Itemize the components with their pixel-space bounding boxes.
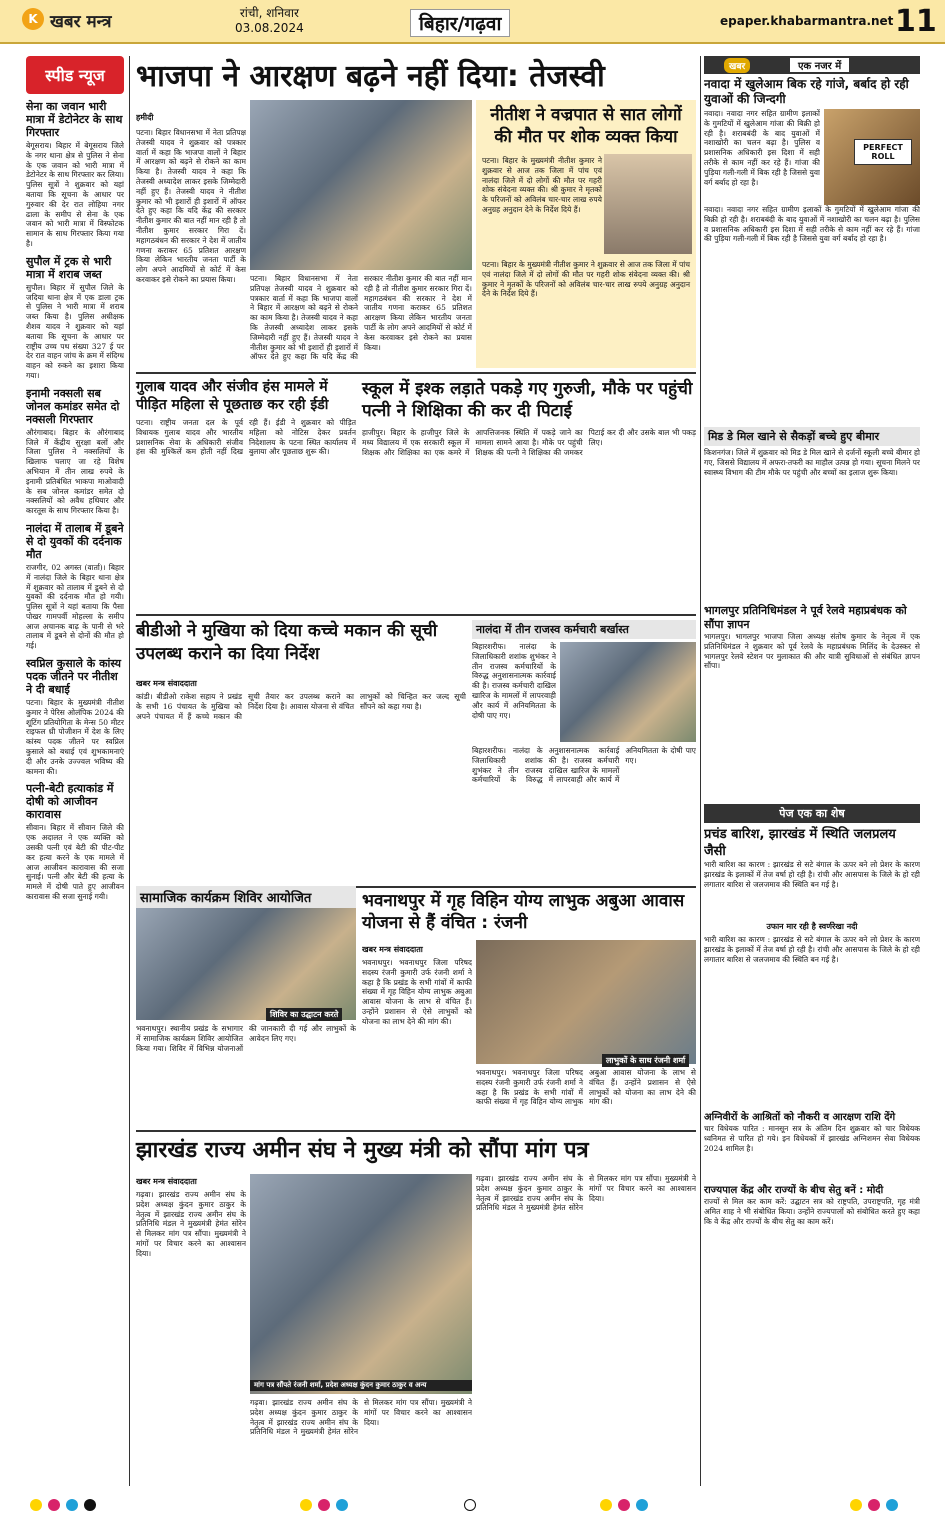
awas-credit: खबर मन्त्र संवाददाता xyxy=(362,945,423,954)
brief-story-6 xyxy=(26,782,124,901)
page-footer xyxy=(0,1495,945,1517)
main-story-credit: हमीदी xyxy=(136,113,154,122)
brief-headline: इनामी नक्सली सब जोनल कमांडर समेत दो नक्सली गिरफ्तार xyxy=(26,386,120,426)
amin-credit: खबर मन्त्र संवाददाता xyxy=(136,1177,197,1186)
registration-mark xyxy=(618,1499,630,1511)
modi-body: राज्यों से मिल कर काम करें: उद्घाटन सत्र को राष्ट्रपति, उपराष्ट्रपति, गृह मंत्री अमित शाह ने भी संबोधित किया। उन्होंने राज्यपालों को संबोधित करते हुए कहा कि वे केंद्र और राज्यों के बीच सेतु का काम करें। xyxy=(704,1197,920,1226)
tejashwi-press-photo xyxy=(250,100,472,270)
section-title: बिहार/गढ़वा xyxy=(410,9,510,37)
brief-story-1 xyxy=(26,100,124,249)
brand-tag: खबर xyxy=(724,58,750,73)
main-headline: भाजपा ने आरक्षण बढ़ने नहीं दिया: तेजस्वी xyxy=(136,59,605,94)
awas-body-continued: भवनाथपुर। भवनाथपुर जिला परिषद सदस्य रंजनी कुमारी उर्फ रंजनी शर्मा ने कहा है कि प्रखंड के सभी गांवों में काफी संख्या में गृह विहिन योग्य लाभुक अबुआ आवास योजना के लाभ से वंचित हैं। उन्होंने प्रशासन से ऐसे लाभुकों को योजना का लाभ देने की मांग की। xyxy=(476,1068,696,1107)
midday-body: किशनगंज। जिले में शुक्रवार को मिड डे मिल खाने से दर्जनों स्कूली बच्चे बीमार हो गए, जिससे विद्यालय में अफरा-तफरी का माहौल उत्पन्न हो गया। सूचना मिलने पर स्वास्थ्य विभाग की टीम मौके पर पहुंची और बच्चों का इलाज शुरू किया। xyxy=(704,448,920,477)
nitish-headline: नीतीश ने वज्रपात से सात लोगों की मौत पर शोक व्यक्त किया xyxy=(490,105,682,147)
brief-body: राजगीर, 02 अगस्त (वार्ता)। बिहार में नालंदा जिले के बिहार थाना क्षेत्र में शुक्रवार को तालाब में डूबने से दो युवकों की दर्दनाक मौत हो गयी। पुलिस सूत्रों ने यहां बताया कि पैसा पोखर गामपर्वी मोहल्ला के समीप आज अचानक बाढ़ के पानी से भरे तालाब में डूबने से दोनों की मौत हो गई। xyxy=(26,562,124,651)
drug-photo-label: PERFECT ROLL xyxy=(854,139,912,165)
bdo-body: कांडी। बीडीओ राकेश सहाय ने प्रखंड के सभी 16 पंचायत के मुखिया को अपने पंचायत में हैं कच्चे मकान की सूची तैयार कर उपलब्ध कराने का निर्देश दिया है। आवास योजना से वंचित लाभुकों को चिन्हित कर जल्द सूची सौंपने को कहा गया है। xyxy=(136,692,466,721)
railway-headline: भागलपुर प्रतिनिधिमंडल ने पूर्व रेलवे महाप्रबंधक को सौंपा ज्ञापन xyxy=(704,604,907,631)
ek-nazar-bar xyxy=(704,56,920,74)
brief-story-5 xyxy=(26,657,124,776)
amin-headline: झारखंड राज्य अमीन संघ ने मुख्य मंत्री को सौंपा मांग पत्र xyxy=(136,1138,589,1163)
midday-headline: मिड डे मिल खाने से सैकड़ों बच्चे हुए बीमार xyxy=(704,427,920,446)
registration-mark xyxy=(636,1499,648,1511)
agniveer-body: चार विधेयक पारित : मानसून सत्र के अंतिम दिन शुक्रवार को चार विधेयक ध्वनिमत से पारित हो गये। इन विधेयकों में झारखंड अग्निशमन सेवा विधेयक 2024 शामिल है। xyxy=(704,1124,920,1153)
brief-story-4 xyxy=(26,522,124,651)
brief-headline: पत्नी-बेटी हत्याकांड में दोषी को आजीवन कारावास xyxy=(26,782,114,822)
registration-mark xyxy=(600,1499,612,1511)
nitish-body-continued: पटना। बिहार के मुख्यमंत्री नीतीश कुमार ने शुक्रवार से आज तक जिला में पांच एवं नालंदा जिले में दो लोगों की मौत पर गहरी शोक संवेदना व्यक्त की। श्री कुमार ने मृतकों के परिजनों को अविलंब चार-चार लाख रुपये अनुग्रह अनुदान देने के निर्देश दिये हैं। xyxy=(482,260,690,299)
column-divider xyxy=(129,56,130,1486)
main-story-continued: पटना। बिहार विधानसभा में नेता प्रतिपक्ष तेजस्वी यादव ने शुक्रवार को पत्रकार वार्ता में कहा कि भाजपा वालों ने बिहार में आरक्षण को बढ़ने से रोकने का काम किया है। तेजस्वी यादव ने कहा कि तेजस्वी अध्यादेश लाकर इसके जिम्मेदारी नहीं हुए हैं। तेजस्वी यादव ने नीतीश कुमार को भी इशारों ही इशारों में ऑफर देते हुए कहा कि यदि केंद्र की सरकार नीतीश कुमार की बात नहीं मान रही है तो नीतीश कुमार सरकार गिरा दें। महागठबंधन की सरकार ने देश में जातीय गणना कराकर 65 प्रतिशत आरक्षण किया लेकिन भारतीय जनता पार्टी के लोग अपने आदमियों से कोर्ट में केस करवाकर इसे रोकने का प्रयास किया। xyxy=(250,274,472,362)
registration-mark xyxy=(850,1499,862,1511)
brief-headline: नालंदा में तालाब में डूबने से दो युवकों की दर्दनाक मौत xyxy=(26,521,124,561)
awas-headline: भवनाथपुर में गृह विहिन योग्य लाभुक अबुआ आवास योजना से हैं वंचित : रंजनी xyxy=(362,891,685,933)
section-divider xyxy=(136,614,696,616)
modi-headline: राज्यपाल केंद्र और राज्यों के बीच सेतु बनें : मोदी xyxy=(704,1185,884,1196)
agniveer-headline: अग्निवीरों के आश्रितों को नौकरी व आरक्षण राशि देंगे xyxy=(704,1112,896,1123)
camp-photo xyxy=(136,908,356,1020)
awas-caption: लाभुकों के साथ रंजनी शर्मा xyxy=(602,1054,689,1067)
brief-body: सीवान। बिहार में सीवान जिले की एक अदालत ने एक व्यक्ति को उसकी पत्नी एवं बेटी की पीट-पीट कर हत्या करने के एक मामले में आज आजीवन कारावास की सजा सुनाई। पत्नी और बेटी की हत्या के मामले में दोषी पाते हुए आजीवन कारावास की सजा सुनाई गयी। xyxy=(26,823,124,902)
drug-body-continued: नवादा। नवादा नगर सहित ग्रामीण इलाकों के गुमटियों में खुलेआम गांजा की बिक्री हो रही है। शराबबंदी के बाद युवाओं में नशाखोरी का चलन बढ़ा है। पुलिस व प्रशासनिक अधिकारी इस दिशा में सही तरीके से काम नहीं कर रहे हैं। गांजा की पुड़िया गली-गली में बिक रही है जिससे युवा वर्ग बर्बाद हो रहा है। xyxy=(704,205,920,244)
rain-headline: प्रचंड बारिश, झारखंड में स्थिति जलप्रलय जैसी xyxy=(704,827,896,859)
column-divider xyxy=(700,56,701,1486)
main-story-body: पटना। बिहार विधानसभा में नेता प्रतिपक्ष तेजस्वी यादव ने शुक्रवार को पत्रकार वार्ता में कहा कि भाजपा वालों ने बिहार में आरक्षण को बढ़ने से रोकने का काम किया है। तेजस्वी यादव ने कहा कि तेजस्वी अध्यादेश लाकर इसके जिम्मेदारी नहीं हुए हैं। तेजस्वी यादव ने नीतीश कुमार को भी इशारों ही इशारों में ऑफर देते हुए कहा कि यदि केंद्र की सरकार नीतीश कुमार की बात नहीं मान रही है तो नीतीश कुमार सरकार गिरा दें। महागठबंधन की सरकार ने देश में जातीय गणना कराकर 65 प्रतिशत आरक्षण किया लेकिन भारतीय जनता पार्टी के लोग अपने आदमियों से कोर्ट में केस करवाकर इसे रोकने का प्रयास किया। xyxy=(136,128,246,284)
camp-body: भवनाथपुर। स्थानीय प्रखंड के सभागार में सामाजिक कार्यक्रम शिविर आयोजित किया गया। शिविर में विभिन्न योजनाओं की जानकारी दी गई और लाभुकों के आवेदन लिए गए। xyxy=(136,1024,356,1053)
camp-caption: शिविर का उद्घाटन करते xyxy=(266,1008,342,1021)
awas-photo xyxy=(476,940,696,1064)
left-news-column xyxy=(26,56,124,1486)
awas-body: भवनाथपुर। भवनाथपुर जिला परिषद सदस्य रंजनी कुमारी उर्फ रंजनी शर्मा ने कहा है कि प्रखंड के सभी गांवों में काफी संख्या में गृह विहिन योग्य लाभुक अबुआ आवास योजना के लाभ से वंचित हैं। उन्होंने प्रशासन से ऐसे लाभुकों को योजना का लाभ देने की मांग की। xyxy=(362,958,472,1026)
date: 03.08.2024 xyxy=(235,21,304,35)
brand-logo: K xyxy=(22,8,44,30)
rain-body: भारी बारिश का कारण : झारखंड से सटे बंगाल के ऊपर बने लो प्रेशर के कारण झारखंड के इलाकों में तेज वर्षा हो रही है। रांची और आसपास के जिले के हो रही लगातार बारिश से जलजमाव की स्थिति बन गई है। xyxy=(704,860,920,889)
nalanda-body-continued: बिहारशरीफ। नालंदा के जिलाधिकारी शशांक शुभंकर ने तीन राजस्व कर्मचारियों के विरुद्ध अनुशासनात्मक कार्रवाई की है। राजस्व कर्मचारी दाखिल खारिज के मामलों में लापरवाही और कार्य में अनियमितता के दोषी पाए गए। xyxy=(472,746,696,785)
nalanda-meeting-photo xyxy=(560,642,696,742)
drug-body: नवादा। नवादा नगर सहित ग्रामीण इलाकों के गुमटियों में खुलेआम गांजा की बिक्री हो रही है। शराबबंदी के बाद युवाओं में नशाखोरी का चलन बढ़ा है। पुलिस व प्रशासनिक अधिकारी इस दिशा में सही तरीके से काम नहीं कर रहे हैं। गांजा की पुड़िया गली-गली में बिक रही है जिससे युवा वर्ग बर्बाद हो रहा है। xyxy=(704,109,820,187)
registration-mark xyxy=(300,1499,312,1511)
nitish-body: पटना। बिहार के मुख्यमंत्री नीतीश कुमार ने शुक्रवार से आज तक जिला में पांच एवं नालंदा जिले में दो लोगों की मौत पर गहरी शोक संवेदना व्यक्त की। श्री कुमार ने मृतकों के परिजनों को अविलंब चार-चार लाख रुपये अनुग्रह अनुदान देने के निर्देश दिये हैं। xyxy=(482,156,602,214)
brand-name: खबर मन्त्र xyxy=(50,12,112,32)
page-number: 11 xyxy=(895,4,937,39)
amin-body-continued: गढ़वा। झारखंड राज्य अमीन संघ के प्रदेश अध्यक्ष कुंदन कुमार ठाकुर के नेतृत्व में झारखंड राज्य अमीन संघ के प्रतिनिधि मंडल ने मुख्यमंत्री हेमंत सोरेन से मिलकर मांग पत्र सौंपा। मुख्यमंत्री ने मांगों पर विचार करने का आश्वासन दिया। xyxy=(250,1398,472,1437)
nitish-kumar-photo xyxy=(604,154,692,254)
amin-body: गढ़वा। झारखंड राज्य अमीन संघ के प्रदेश अध्यक्ष कुंदन कुमार ठाकुर के नेतृत्व में झारखंड राज्य अमीन संघ के प्रतिनिधि मंडल ने मुख्यमंत्री हेमंत सोरेन से मिलकर मांग पत्र सौंपा। मुख्यमंत्री ने मांगों पर विचार करने का आश्वासन दिया। xyxy=(136,1190,246,1258)
site-url[interactable]: epaper.khabarmantra.net xyxy=(720,14,894,28)
amin-delegation-photo xyxy=(250,1174,472,1394)
registration-mark xyxy=(868,1499,880,1511)
brief-body: बेगूसराय। बिहार में बेगूसराय जिले के नगर थाना क्षेत्र से पुलिस ने सेना के एक जवान को भारी मात्रा में डेटोनेटर के साथ गिरफ्तार कर लिया। पुलिस सूत्रों ने शुक्रवार को यहां बताया कि सूचना के आधार पर गुरुवार की देर रात लोहिया नगर ढाला के समीप से सेना के एक जवान को भारी मात्रा में विस्फोटक सामान के साथ गिरफ्तार किया गया है। xyxy=(26,141,124,248)
registration-mark xyxy=(66,1499,78,1511)
camp-headline: सामाजिक कार्यक्रम शिविर आयोजित xyxy=(136,886,356,908)
registration-mark xyxy=(318,1499,330,1511)
nalanda-body: बिहारशरीफ। नालंदा के जिलाधिकारी शशांक शुभंकर ने तीन राजस्व कर्मचारियों के विरुद्ध अनुशासनात्मक कार्रवाई की है। राजस्व कर्मचारी दाखिल खारिज के मामलों में लापरवाही और कार्य में अनियमितता के दोषी पाए गए। xyxy=(472,642,556,720)
gulab-body: पटना। राष्ट्रीय जनता दल के पूर्व विधायक गुलाब यादव और भारतीय प्रशासनिक सेवा के अधिकारी संजीव हंस की मुश्किलें कम होती नहीं दिख रही हैं। ईडी ने शुक्रवार को पीड़ित महिला को नोटिस देकर प्रवर्तन निदेशालय के पटना स्थित कार्यालय में बुलाया और पूछताछ शुरू की। xyxy=(136,418,356,457)
registration-mark xyxy=(48,1499,60,1511)
crosshair-icon xyxy=(464,1499,476,1511)
registration-mark xyxy=(886,1499,898,1511)
drug-headline: नवादा में खुलेआम बिक रहे गांजे, बर्बाद हो रही युवाओं की जिन्दगी xyxy=(704,77,909,106)
ek-nazar-label: एक नजर में xyxy=(790,58,849,72)
railway-body: भागलपुर। भागलपुर भाजपा जिला अध्यक्ष संतोष कुमार के नेतृत्व में एक प्रतिनिधिमंडल ने शुक्रवार को पूर्व रेलवे के महाप्रबंधक मिलिंद के देउस्कर से भागलपुर रेलवे स्टेशन पर मुलाकात की और यात्री सुविधाओं से संबंधित ज्ञापन सौंपा। xyxy=(704,632,920,671)
gulab-headline: गुलाब यादव और संजीव हंस मामले में पीड़ित महिला से पूछताछ कर रही ईडी xyxy=(136,379,329,413)
brief-body: पटना। बिहार के मुख्यमंत्री नीतीश कुमार ने पेरिस ओलंपिक 2024 की शूटिंग प्रतियोगिता के मेन्स 50 मीटर राइफल थ्री पोजीशन में देश के लिए कांस्य पदक जीतने पर स्वप्निल कुसाले को बधाई एवं शुभकामनाएं दी और उनके उज्ज्वल भविष्य की कामना की। xyxy=(26,698,124,776)
registration-mark xyxy=(336,1499,348,1511)
amin-body-continued-2: गढ़वा। झारखंड राज्य अमीन संघ के प्रदेश अध्यक्ष कुंदन कुमार ठाकुर के नेतृत्व में झारखंड राज्य अमीन संघ के प्रतिनिधि मंडल ने मुख्यमंत्री हेमंत सोरेन से मिलकर मांग पत्र सौंपा। मुख्यमंत्री ने मांगों पर विचार करने का आश्वासन दिया। xyxy=(476,1174,696,1213)
bdo-credit: खबर मन्त्र संवाददाता xyxy=(136,679,197,688)
brief-headline: सुपौल में ट्रक से भारी मात्रा में शराब जब्त xyxy=(26,254,112,281)
registration-mark xyxy=(84,1499,96,1511)
brief-headline: सेना का जवान भारी मात्रा में डेटोनेटर के साथ गिरफ्तार xyxy=(26,100,123,139)
brief-body: औरंगाबाद। बिहार के औरंगाबाद जिले में केंद्रीय सुरक्षा बलों और जिला पुलिस ने नक्सलियों के खिलाफ चलाए जा रहे विशेष अभियान में तीन लाख रुपये के इनामी प्रतिबंधित भाकपा माओवादी के सब जोनल कमांडर समेत दो नक्सलियों को अवैध हथियार और कारतूस के साथ गिरफ्तार किया है। xyxy=(26,427,124,516)
school-headline: स्कूल में इश्क लड़ाते पकड़े गए गुरुजी, मौके पर पहुंची पत्नी ने शिक्षिका की कर दी पिटाई xyxy=(362,379,693,421)
right-news-column xyxy=(704,56,920,1486)
bdo-headline: बीडीओ ने मुखिया को दिया कच्चे मकान की सूची उपलब्ध कराने का दिया निर्देश xyxy=(136,621,438,664)
brief-story-2 xyxy=(26,255,124,381)
brief-body: सुपौल। बिहार में सुपौल जिले के जदिया थाना क्षेत्र में एक डाला ट्रक से पुलिस ने भारी मात्रा में शराब जब्त किया है। पुलिस अधीक्षक शैशव यादव ने शुक्रवार को यहां बताया कि सूचना के आधार पर राष्ट्रीय उच्च पथ संख्या 327 ई पर देर रात वाहन जांच के क्रम में संदिग्ध वाहन को रुकने का इशारा किया गया। xyxy=(26,282,124,380)
registration-mark xyxy=(30,1499,42,1511)
brief-headline: स्वप्निल कुसाले के कांस्य पदक जीतने पर नीतीश ने दी बधाई xyxy=(26,657,122,697)
section-divider xyxy=(136,1130,696,1132)
rain-subhead: उफान मार रही है स्वर्णरेखा नदी xyxy=(766,922,858,931)
drug-photo xyxy=(824,109,920,205)
brief-story-3 xyxy=(26,387,124,516)
drug-story-body-wrap xyxy=(704,109,920,205)
speed-news-badge: स्पीड न्यूज xyxy=(26,56,124,94)
amin-caption: मांग पत्र सौंपते रंजनी शर्मा, प्रदेश अध्यक्ष कुंदन कुमार ठाकुर व अन्य xyxy=(250,1380,472,1391)
dateline xyxy=(235,6,304,36)
page-header xyxy=(0,0,945,44)
nalanda-headline: नालंदा में तीन राजस्व कर्मचारी बर्खास्त xyxy=(472,620,696,639)
school-body: हाजीपुर। बिहार के हाजीपुर जिले के मध्य विद्यालय में एक सरकारी स्कूल में शिक्षक और शिक्षिका का एक कमरे में आपत्तिजनक स्थिति में पकड़े जाने का मामला सामने आया है। मौके पर पहुंची शिक्षक की पत्नी ने शिक्षिका की जमकर पिटाई कर दी और उसके बाल भी पकड़ लिए। xyxy=(362,428,696,457)
city-day: रांची, शनिवार xyxy=(239,6,299,20)
nitish-story xyxy=(476,100,696,368)
rain-body-continued: भारी बारिश का कारण : झारखंड से सटे बंगाल के ऊपर बने लो प्रेशर के कारण झारखंड के इलाकों में तेज वर्षा हो रही है। रांची और आसपास के जिले के हो रही लगातार बारिश से जलजमाव की स्थिति बन गई है। xyxy=(704,935,920,964)
page-one-continued-bar: पेज एक का शेष xyxy=(704,804,920,823)
section-divider xyxy=(136,372,696,374)
